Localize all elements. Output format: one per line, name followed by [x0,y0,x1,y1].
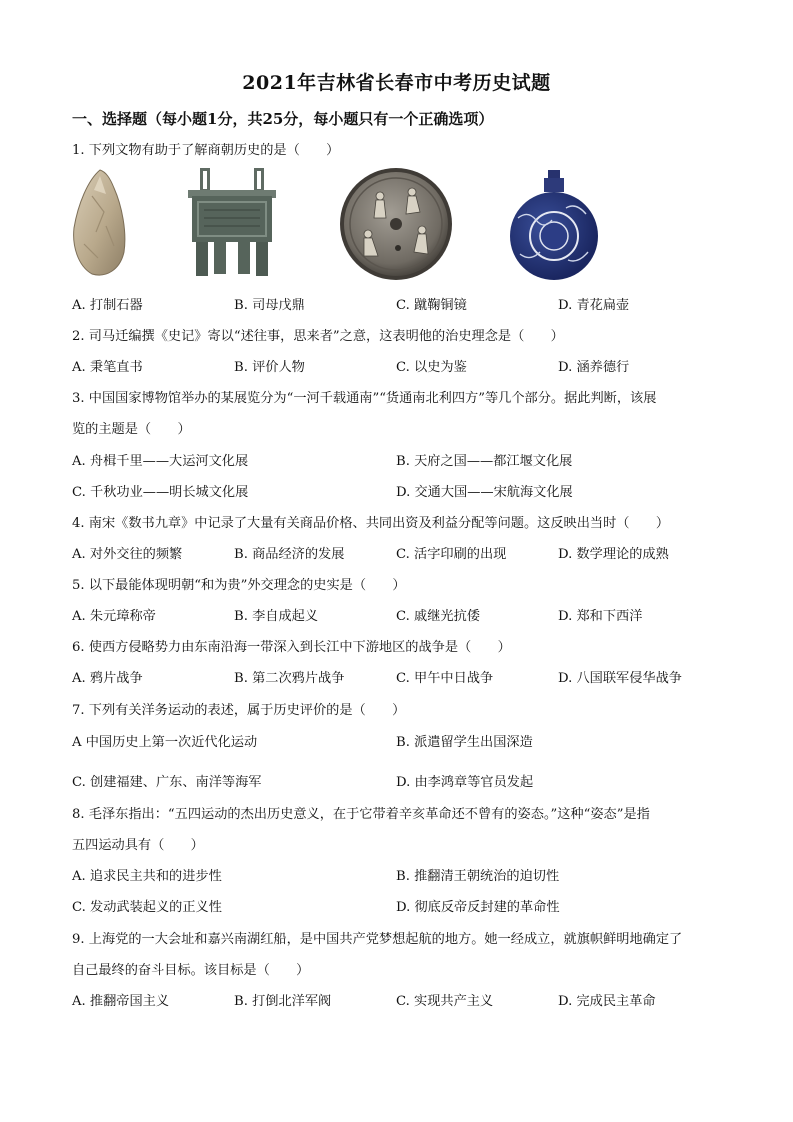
question-1-option-a[interactable]: A. 打制石器 [72,298,143,313]
question-8-option-d[interactable]: D. 彻底反帝反封建的革命性 [396,900,560,915]
question-2-option-c[interactable]: C. 以史为鉴 [396,360,467,375]
question-3-option-c[interactable]: C. 千秋功业——明长城文化展 [72,485,249,500]
question-8-option-c[interactable]: C. 发动武装起义的正义性 [72,900,222,915]
question-6-option-c[interactable]: C. 甲午中日战争 [396,671,494,686]
question-9-option-c[interactable]: C. 实现共产主义 [396,994,494,1009]
question-4-option-c[interactable]: C. 活字印刷的出现 [396,547,507,562]
question-7-option-d[interactable]: D. 由李鸿章等官员发起 [396,775,534,790]
question-6-option-a[interactable]: A. 鸦片战争 [72,671,143,686]
question-2-stem: 2. 司马迁编撰《史记》寄以“述往事，思来者”之意，这表明他的治史理念是（ ） [72,329,564,344]
question-4-option-b[interactable]: B. 商品经济的发展 [234,547,345,562]
question-4-option-a[interactable]: A. 对外交往的频繁 [72,547,183,562]
question-9-option-a[interactable]: A. 推翻帝国主义 [72,994,170,1009]
question-4-option-d[interactable]: D. 数学理论的成熟 [558,547,669,562]
question-9-option-b[interactable]: B. 打倒北洋军阀 [234,994,332,1009]
question-3-option-b[interactable]: B. 天府之国——都江堰文化展 [396,454,573,469]
question-5-stem: 5. 以下最能体现明朝“和为贵”外交理念的史实是（ ） [72,578,406,593]
question-6-option-b[interactable]: B. 第二次鸦片战争 [234,671,345,686]
question-1-option-d[interactable]: D. 青花扁壶 [558,298,630,313]
question-1-stem: 1. 下列文物有助于了解商朝历史的是（ ） [72,143,340,158]
bronze-ding-image [186,166,278,280]
question-3-stem-line-2: 览的主题是（ ） [72,422,191,437]
question-3-option-d[interactable]: D. 交通大国——宋航海文化展 [396,485,573,500]
question-8-stem-line-1: 8. 毛泽东指出：“五四运动的杰出历史意义，在于它带着辛亥革命还不曾有的姿态。”这种“姿态”是指 [72,807,650,822]
question-7-stem: 7. 下列有关洋务运动的表述，属于历史评价的是（ ） [72,703,406,718]
question-7-option-a[interactable]: A 中国历史上第一次近代化运动 [72,735,258,750]
blue-white-flask-image [506,168,602,282]
question-9-stem-line-1: 9. 上海党的一大会址和嘉兴南湖红船，是中国共产党梦想起航的地方。她一经成立，就旗帜鲜明地确定了 [72,932,683,947]
question-5-option-b[interactable]: B. 李自成起义 [234,609,319,624]
bronze-mirror-image [338,166,454,282]
question-3-stem-line-1: 3. 中国国家博物馆举办的某展览分为“一河千载通南”“货通南北利四方”等几个部分。据此判断，该展 [72,391,657,406]
question-5-option-d[interactable]: D. 郑和下西洋 [558,609,643,624]
question-6-stem: 6. 使西方侵略势力由东南沿海一带深入到长江中下游地区的战争是（ ） [72,640,511,655]
question-5-option-c[interactable]: C. 戚继光抗倭 [396,609,480,624]
question-1-option-b[interactable]: B. 司母戊鼎 [234,298,305,313]
question-7-option-b[interactable]: B. 派遣留学生出国深造 [396,735,533,750]
question-5-option-a[interactable]: A. 朱元璋称帝 [72,609,156,624]
question-7-option-c[interactable]: C. 创建福建、广东、南洋等海军 [72,775,262,790]
question-2-option-d[interactable]: D. 涵养德行 [558,360,630,375]
question-6-option-d[interactable]: D. 八国联军侵华战争 [558,671,682,686]
question-9-stem-line-2: 自己最终的奋斗目标。该目标是（ ） [72,963,310,978]
page-title: 2021年吉林省长春市中考历史试题 [242,72,551,94]
question-2-option-a[interactable]: A. 秉笔直书 [72,360,143,375]
question-4-stem: 4. 南宋《数书九章》中记录了大量有关商品价格、共同出资及利益分配等问题。这反映出当时（ ） [72,516,670,531]
question-8-option-a[interactable]: A. 追求民主共和的进步性 [72,869,222,884]
question-3-option-a[interactable]: A. 舟楫千里——大运河文化展 [72,454,249,469]
question-1-option-c[interactable]: C. 蹴鞠铜镜 [396,298,467,313]
question-2-option-b[interactable]: B. 评价人物 [234,360,305,375]
question-8-option-b[interactable]: B. 推翻清王朝统治的迫切性 [396,869,560,884]
question-8-stem-line-2: 五四运动具有（ ） [72,838,204,853]
stone-tool-image [70,166,128,278]
question-9-option-d[interactable]: D. 完成民主革命 [558,994,656,1009]
section-heading: 一、选择题（每小题1分，共25分，每小题只有一个正确选项） [72,110,494,128]
